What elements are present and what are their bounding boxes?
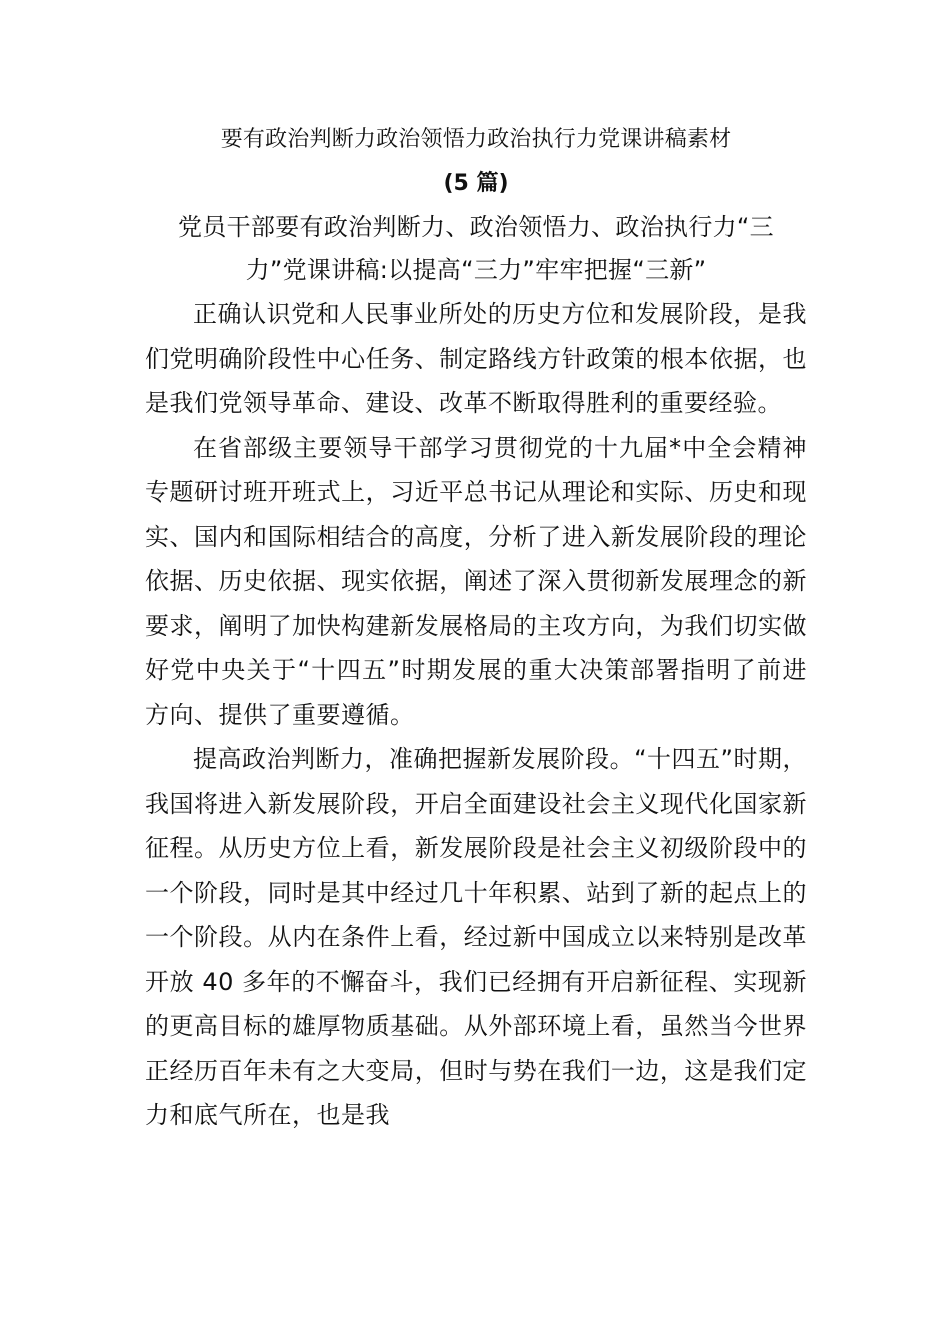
section-title-line-2: 力”党课讲稿:以提高“三力”牢牢把握“三新” <box>245 256 707 284</box>
section-title <box>145 206 807 292</box>
body-paragraph-2: 在省部级主要领导干部学习贯彻党的十九届*中全会精神专题研讨班开班式上，习近平总书记从理论和实际、历史和现实、国内和国际相结合的高度，分析了进入新发展阶段的理论依据、历史依据、现实依据，阐述了深入贯彻新发展理念的新要求，阐明了加快构建新发展格局的主攻方向，为我们切实做好党中央关于“十四五”时期发展的重大决策部署指明了前进方向、提供了重要遵循。 <box>145 433 807 729</box>
body-paragraph-1: 正确认识党和人民事业所处的历史方位和发展阶段，是我们党明确阶段性中心任务、制定路线方针政策的根本依据，也是我们党领导革命、建设、改革不断取得胜利的重要经验。 <box>145 300 807 417</box>
section-title-line-1: 党员干部要有政治判断力、政治领悟力、政治执行力“三 <box>178 213 774 241</box>
document-page <box>145 118 807 1138</box>
document-title: 要有政治判断力政治领悟力政治执行力党课讲稿素材 <box>220 127 732 152</box>
body-paragraph-3: 提高政治判断力，准确把握新发展阶段。“十四五”时期，我国将进入新发展阶段，开启全面建设社会主义现代化国家新征程。从历史方位上看，新发展阶段是社会主义初级阶段中的一个阶段，同时是其中经过几十年积累、站到了新的起点上的一个阶段。从内在条件上看，经过新中国成立以来特别是改革开放 40 多年的不懈奋斗，我们已经拥有开启新征程、实现新的更高目标的雄厚物质基础。从外部环境上看，虽然当今世界正经历百年未有之大变局，但时与势在我们一边，这是我们定力和底气所在，也是我 <box>145 745 807 1129</box>
document-subtitle: (5 篇) <box>443 171 509 196</box>
